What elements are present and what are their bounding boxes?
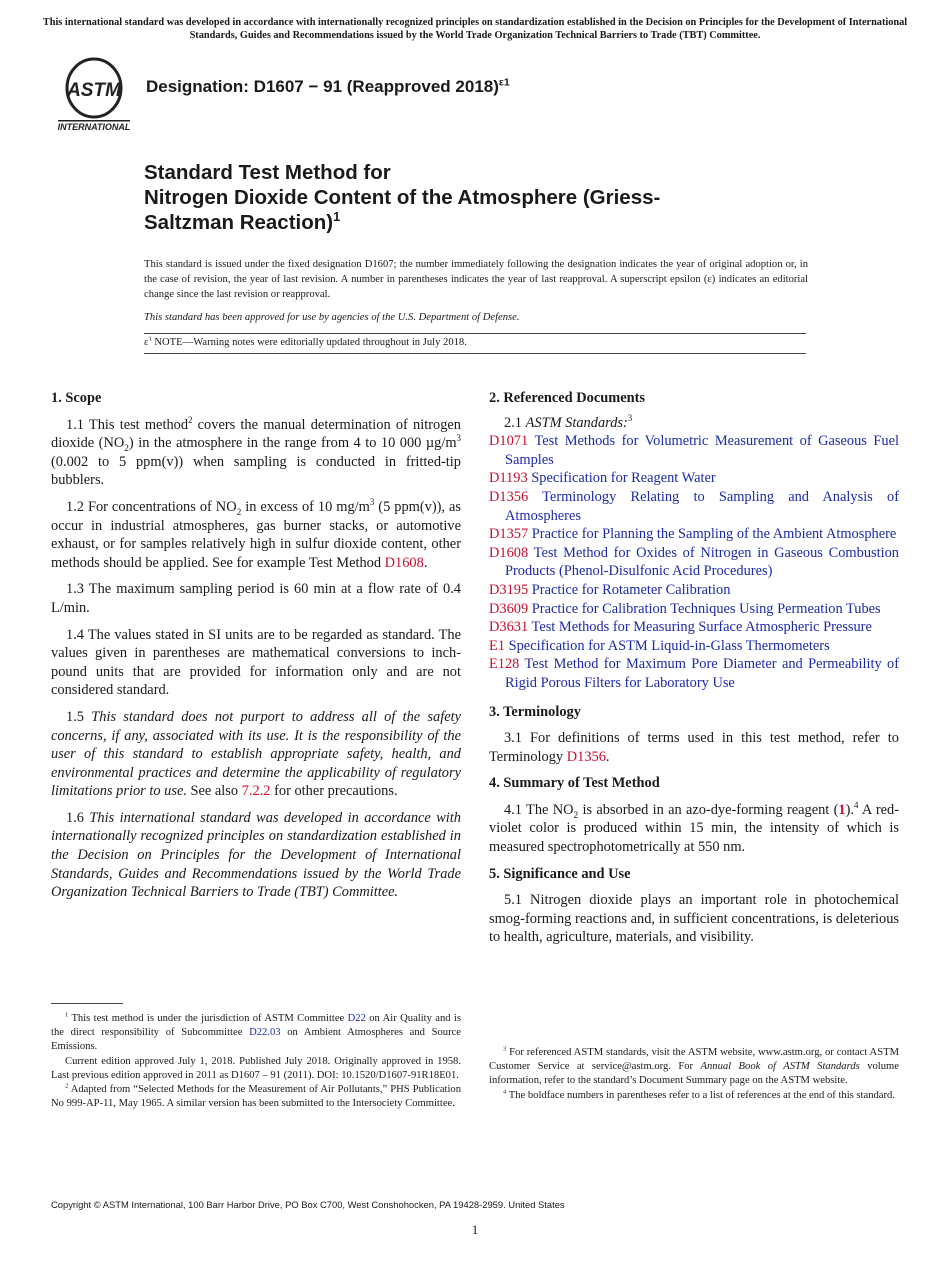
footnote-4: $^4$ The boldface numbers in parentheses refer to a list of references at the end of this standard. <box>503 1088 895 1101</box>
ref-item[interactable]: D1608 Test Method for Oxides of Nitrogen in Gaseous Combustion Products (Phenol-Disulfonic Acid Procedures) <box>489 544 899 580</box>
scope-1-1: 1.1 This test method$^2$ covers the manual determination of nitrogen dioxide $(NO_2)$ in the atmosphere in the range from 4 to 10 000 $\mu g/m^3$ (0.002 to 5 ppm(v)) when sampling is conducted in fritted-tip bubblers. <box>51 414 461 489</box>
footnotes-left <box>51 1003 461 1111</box>
page-number: 1 <box>471 1222 479 1237</box>
footnote-2: $^2$ Adapted from “Selected Methods for the Measurement of Air Pollutants,” PHS Publication No 999-AP-11, May 1965. A similar version has been submitted to the Intersociety Committee. <box>51 1082 461 1110</box>
terminology-3-1: 3.1 For definitions of terms used in this test method, refer to Terminology D1356. <box>489 730 899 765</box>
reference-1-link[interactable]: 1 <box>838 801 846 818</box>
divider <box>144 353 806 354</box>
dod-note: This standard has been approved for use by agencies of the U.S. Department of Defense. <box>144 312 520 323</box>
summary-4-1: 4.1 The $NO_2$ is absorbed in an azo-dye-forming reagent (1).$^4$ A red-violet color is produced within 15 min, the intensity of which is measured spectrophotometrically at 550 nm. <box>489 800 899 856</box>
title-line-3: Saltzman Reaction)$^1$ <box>144 209 341 234</box>
link-d22-03[interactable]: D22.03 <box>249 1027 281 1039</box>
divider <box>144 333 806 334</box>
significance-5-1: 5.1 Nitrogen dioxide plays an important role in photochemical smog-forming reactions and, in sufficient concentrations, is deleterious to health, agriculture, materials, and visibility. <box>489 892 899 946</box>
scope-1-4: 1.4 The values stated in SI units are to be regarded as standard. The values given in parentheses are mathematical conversions to inch-pound units that are provided for information only and are not considered standard. <box>51 626 461 699</box>
top-notice: This international standard was developed in accordance with internationally recognized principles on standardization established in the Decision on Principles for the Development of International Standards, Guides and Recommendations issued by the World Trade Organization Technical Barriers to Trade (TBT) Committee. <box>42 17 908 41</box>
footnotes-right <box>489 1046 899 1103</box>
ref-item[interactable]: D1193 Specification for Reagent Water <box>489 470 716 487</box>
epsilon-note: $\varepsilon^1$ NOTE—Warning notes were editorially updated throughout in July 2018. <box>144 335 467 348</box>
ref-item[interactable]: D3195 Practice for Rotameter Calibration <box>489 581 731 598</box>
logo-subtext: INTERNATIONAL <box>57 122 131 132</box>
designation-epsilon: ε1 <box>498 76 510 89</box>
scope-1-6: 1.6 This international standard was developed in accordance with internationally recognized principles on standardization established in the Decision on Principles for the Development of International Standards, Guides and Recommendations issued by the World Trade Organization Technical Barriers to Trade (TBT) Committee. <box>51 809 461 901</box>
issue-paragraph: This standard is issued under the fixed designation D1607; the number immediately following the designation indicates the year of original adoption or, in the case of revision, the year of last revision. A number in parentheses indicates the year of last reapproval. A superscript epsilon (ε) indicates an editorial change since the last revision or reapproval. <box>144 259 808 300</box>
ref-item[interactable]: D1071 Test Methods for Volumetric Measurement of Gaseous Fuel Samples <box>489 433 899 468</box>
footnote-rule <box>51 1003 123 1004</box>
link-7-2-2[interactable]: 7.2.2 <box>241 783 271 800</box>
link-d22[interactable]: D22 <box>347 1013 366 1024</box>
title-line-2: Nitrogen Dioxide Content of the Atmosphere (Griess- <box>144 186 661 209</box>
summary-heading: 4. Summary of Test Method <box>489 775 660 792</box>
scope-1-2: 1.2 For concentrations of $NO_2$ in excess of 10 $mg/m^3$ (5 ppm(v)), as occur in industrial atmospheres, gas burner stacks, or automotive exhaust, or for samples relatively high in sulfur dioxide content, other methods should be applied. See for example Test Method D1608. <box>51 497 461 571</box>
scope-1-5: 1.5 This standard does not purport to address all of the safety concerns, if any, associated with its use. It is the responsibility of the user of this standard to establish appropriate safety, health, and environmental practices and determine the applicability of regulatory limitations prior to use. See also 7.2.2 for other precautions. <box>51 708 461 800</box>
ref-item[interactable]: D1357 Practice for Planning the Sampling of the Ambient Atmosphere <box>489 526 897 543</box>
footnote-1: $^1$ This test method is under the jurisdiction of ASTM Committee D22 on Air Quality and is the direct responsibility of Subcommittee D22.03 on Ambient Atmospheres and Source Emissions. <box>51 1011 462 1053</box>
link-d1356[interactable]: D1356 <box>566 748 606 765</box>
right-column <box>489 389 899 955</box>
designation <box>146 77 510 97</box>
terminology-heading: 3. Terminology <box>489 703 581 720</box>
ref-item[interactable]: E128 Test Method for Maximum Pore Diameter and Permeability of Rigid Porous Filters for Laboratory Use <box>489 656 899 691</box>
left-column <box>51 389 461 910</box>
significance-heading: 5. Significance and Use <box>489 865 631 882</box>
ref-item[interactable]: E1 Specification for ASTM Liquid-in-Glass Thermometers <box>489 637 830 654</box>
referenced-heading: 2. Referenced Documents <box>489 390 645 406</box>
document-title <box>144 160 784 235</box>
astm-standards-subhead: 2.1 ASTM Standards:$^3$ <box>504 412 633 431</box>
scope-1-3: 1.3 The maximum sampling period is 60 min at a flow rate of 0.4 L/min. <box>51 581 461 616</box>
astm-logo <box>54 56 134 134</box>
ref-item[interactable]: D3631 Test Methods for Measuring Surface Atmospheric Pressure <box>489 619 872 636</box>
title-line-1: Standard Test Method for <box>144 161 391 184</box>
logo-letters: ASTM <box>67 80 121 101</box>
designation-text: Designation: D1607 − 91 (Reapproved 2018) <box>146 77 499 96</box>
title-footnote-ref[interactable]: 1 <box>333 209 341 225</box>
footnote-1-edition: Current edition approved July 1, 2018. Published July 2018. Originally approved in 1958. Last previous edition approved in 2011 as D1607 – 91 (2011). DOI: 10.1520/D1607-91R18E01. <box>51 1055 461 1081</box>
ref-item[interactable]: D3609 Practice for Calibration Techniques Using Permeation Tubes <box>489 600 881 617</box>
footnote-3: $^3$ For referenced ASTM standards, visit the ASTM website, www.astm.org, or contact ASTM Customer Service at service@astm.org. For Annual Book of ASTM Standards volume information, refer to the standard’s Document Summary page on the ASTM website. <box>489 1045 899 1087</box>
copyright: Copyright © ASTM International, 100 Barr Harbor Drive, PO Box C700, West Conshohocken, PA 19428-2959. United States <box>51 1199 565 1210</box>
ref-item[interactable]: D1356 Terminology Relating to Sampling and Analysis of Atmospheres <box>489 488 899 524</box>
scope-heading: 1. Scope <box>51 390 102 406</box>
link-d1608[interactable]: D1608 <box>384 554 424 571</box>
